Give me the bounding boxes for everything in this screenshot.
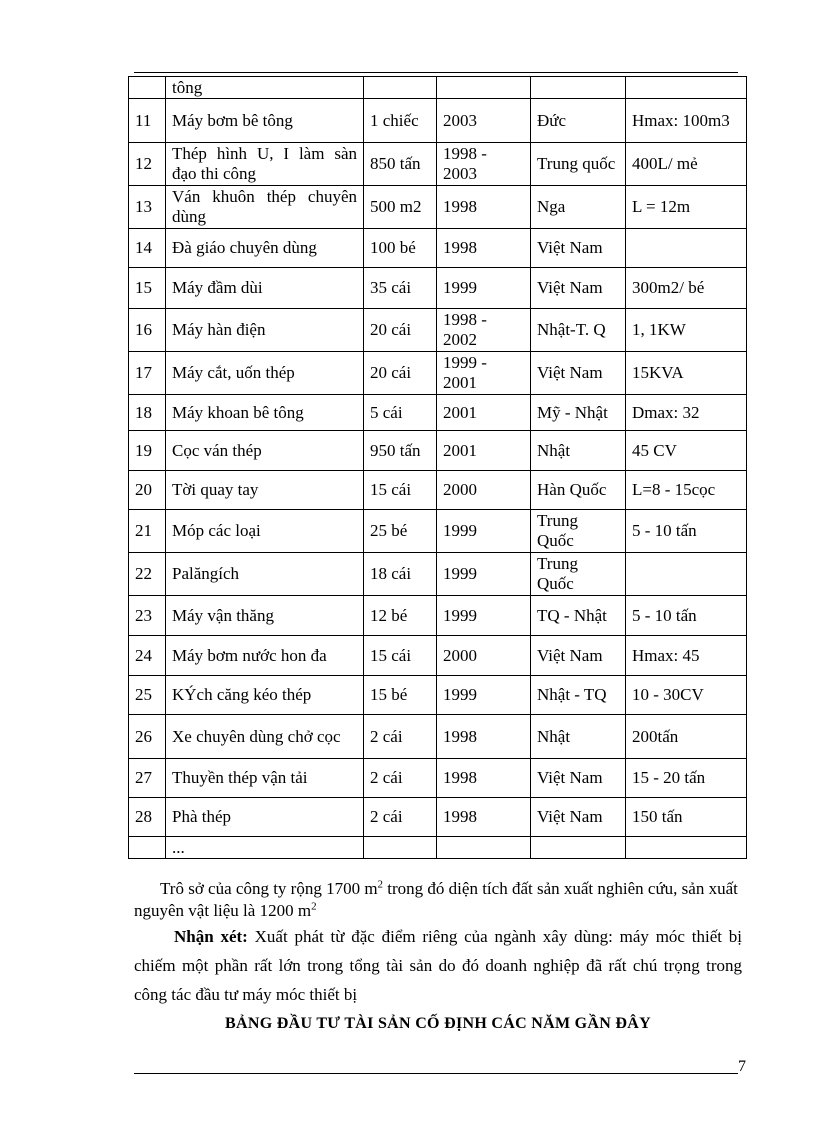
cell-year: 1998 xyxy=(437,715,531,759)
cell-no: 26 xyxy=(129,715,166,759)
cell-name: Máy vận thăng xyxy=(166,596,364,636)
cell-name: Móp các loại xyxy=(166,510,364,553)
cell-spec: L=8 - 15cọc xyxy=(626,471,747,510)
cell-origin: Việt Nam xyxy=(531,352,626,395)
cell-name: Máy đầm dùi xyxy=(166,268,364,309)
cell-no: 17 xyxy=(129,352,166,395)
cell-origin: Nga xyxy=(531,186,626,229)
table-row xyxy=(129,636,747,676)
cell-no xyxy=(129,837,166,859)
cell-origin: Nhật xyxy=(531,715,626,759)
cell-spec: 15KVA xyxy=(626,352,747,395)
cell-origin: Nhật xyxy=(531,431,626,471)
table-row xyxy=(129,99,747,143)
cell-year xyxy=(437,837,531,859)
cell-year: 1999 - 2001 xyxy=(437,352,531,395)
cell-origin: Việt Nam xyxy=(531,798,626,837)
cell-name: Thuyền thép vận tải xyxy=(166,759,364,798)
table-row xyxy=(129,309,747,352)
cell-qty: 850 tấn xyxy=(364,143,437,186)
cell-year: 2000 xyxy=(437,471,531,510)
cell-qty: 2 cái xyxy=(364,759,437,798)
cell-no: 28 xyxy=(129,798,166,837)
cell-qty: 1 chiếc xyxy=(364,99,437,143)
table-row xyxy=(129,798,747,837)
cell-name: Máy cắt, uốn thép xyxy=(166,352,364,395)
cell-spec: Hmax: 45 xyxy=(626,636,747,676)
cell-origin: Nhật-T. Q xyxy=(531,309,626,352)
cell-name: tông xyxy=(166,77,364,99)
cell-year: 1998 xyxy=(437,186,531,229)
cell-name: ... xyxy=(166,837,364,859)
cell-year: 2001 xyxy=(437,431,531,471)
cell-spec xyxy=(626,553,747,596)
cell-spec: 300m2/ bé xyxy=(626,268,747,309)
paragraph-remark xyxy=(134,922,742,1009)
cell-name: Xe chuyên dùng chở cọc xyxy=(166,715,364,759)
footer-rule xyxy=(134,1073,738,1074)
cell-qty xyxy=(364,837,437,859)
cell-spec: Dmax: 32 xyxy=(626,395,747,431)
cell-year: 1999 xyxy=(437,268,531,309)
cell-qty: 20 cái xyxy=(364,309,437,352)
table-row xyxy=(129,715,747,759)
cell-origin: Việt Nam xyxy=(531,636,626,676)
equipment-table xyxy=(128,76,747,859)
cell-year: 1999 xyxy=(437,553,531,596)
table-row xyxy=(129,77,747,99)
cell-qty: 15 cái xyxy=(364,636,437,676)
cell-year: 2000 xyxy=(437,636,531,676)
cell-no: 22 xyxy=(129,553,166,596)
cell-origin: Trung Quốc xyxy=(531,553,626,596)
cell-name: Máy khoan bê tông xyxy=(166,395,364,431)
cell-spec: 10 - 30CV xyxy=(626,676,747,715)
cell-name: Thép hình U, I làm sàn đạo thi công xyxy=(166,143,364,186)
cell-name: Đà giáo chuyên dùng xyxy=(166,229,364,268)
cell-spec: 15 - 20 tấn xyxy=(626,759,747,798)
cell-name: Máy hàn điện xyxy=(166,309,364,352)
cell-no: 16 xyxy=(129,309,166,352)
cell-spec xyxy=(626,77,747,99)
cell-origin: Việt Nam xyxy=(531,229,626,268)
cell-qty: 12 bé xyxy=(364,596,437,636)
cell-year: 2001 xyxy=(437,395,531,431)
cell-spec: 1, 1KW xyxy=(626,309,747,352)
table-row xyxy=(129,553,747,596)
cell-no: 14 xyxy=(129,229,166,268)
cell-name: Phà thép xyxy=(166,798,364,837)
cell-year xyxy=(437,77,531,99)
cell-origin: Hàn Quốc xyxy=(531,471,626,510)
table-row xyxy=(129,229,747,268)
cell-no: 12 xyxy=(129,143,166,186)
cell-no: 25 xyxy=(129,676,166,715)
cell-name: Máy bơm nước hon đa xyxy=(166,636,364,676)
table-row xyxy=(129,268,747,309)
cell-origin: Đức xyxy=(531,99,626,143)
paragraph-premises xyxy=(134,878,742,922)
paragraph-premises-text-b: trong đó diện tích đất sản xuất nghiên cứu, sản xuất nguyên vật liệu là 1200 m xyxy=(134,879,738,920)
superscript-two: 2 xyxy=(377,878,384,891)
table-row xyxy=(129,143,747,186)
cell-year: 1998 xyxy=(437,798,531,837)
cell-name: KÝch căng kéo thép xyxy=(166,676,364,715)
cell-spec xyxy=(626,229,747,268)
cell-origin: Việt Nam xyxy=(531,268,626,309)
cell-qty: 2 cái xyxy=(364,798,437,837)
cell-spec: 5 - 10 tấn xyxy=(626,510,747,553)
cell-qty: 5 cái xyxy=(364,395,437,431)
cell-origin: Trung Quốc xyxy=(531,510,626,553)
cell-origin: Việt Nam xyxy=(531,759,626,798)
cell-no: 23 xyxy=(129,596,166,636)
cell-origin xyxy=(531,837,626,859)
cell-no: 15 xyxy=(129,268,166,309)
table-row xyxy=(129,186,747,229)
cell-no: 13 xyxy=(129,186,166,229)
cell-year: 1999 xyxy=(437,596,531,636)
superscript-two: 2 xyxy=(311,900,317,913)
table-row xyxy=(129,510,747,553)
cell-year: 1999 xyxy=(437,510,531,553)
cell-name: Palăngích xyxy=(166,553,364,596)
table-row xyxy=(129,676,747,715)
cell-spec: 45 CV xyxy=(626,431,747,471)
cell-spec: 5 - 10 tấn xyxy=(626,596,747,636)
cell-origin xyxy=(531,77,626,99)
cell-no: 24 xyxy=(129,636,166,676)
page-number: 7 xyxy=(738,1058,746,1075)
cell-qty: 100 bé xyxy=(364,229,437,268)
table-row xyxy=(129,352,747,395)
table-row xyxy=(129,471,747,510)
cell-spec xyxy=(626,837,747,859)
table-row xyxy=(129,431,747,471)
cell-name: Tời quay tay xyxy=(166,471,364,510)
cell-year: 1998 - 2003 xyxy=(437,143,531,186)
table-row xyxy=(129,596,747,636)
cell-origin: TQ - Nhật xyxy=(531,596,626,636)
cell-name: Cọc ván thép xyxy=(166,431,364,471)
header-rule xyxy=(134,72,738,73)
cell-origin: Mỹ - Nhật xyxy=(531,395,626,431)
cell-no xyxy=(129,77,166,99)
cell-origin: Trung quốc xyxy=(531,143,626,186)
cell-year: 2003 xyxy=(437,99,531,143)
cell-spec: 400L/ mẻ xyxy=(626,143,747,186)
cell-qty: 15 bé xyxy=(364,676,437,715)
section-title: BẢNG ĐẦU TƯ TÀI SẢN CỐ ĐỊNH CÁC NĂM GẦN ĐÂY xyxy=(225,1015,651,1032)
table-row xyxy=(129,759,747,798)
remark-label: Nhận xét: xyxy=(174,927,248,946)
cell-spec: L = 12m xyxy=(626,186,747,229)
cell-qty: 35 cái xyxy=(364,268,437,309)
table-row xyxy=(129,837,747,859)
cell-name: Máy bơm bê tông xyxy=(166,99,364,143)
cell-no: 11 xyxy=(129,99,166,143)
cell-no: 20 xyxy=(129,471,166,510)
cell-qty: 2 cái xyxy=(364,715,437,759)
cell-qty: 18 cái xyxy=(364,553,437,596)
cell-qty xyxy=(364,77,437,99)
remark-text: Xuất phát từ đặc điểm riêng của ngành xây dùng: máy móc thiết bị chiếm một phần rất lớn trong tổng tài sản do đó doanh nghiệp đã rất chú trọng trong công tác đầu tư máy móc thiết bị xyxy=(134,927,742,1004)
cell-qty: 25 bé xyxy=(364,510,437,553)
cell-no: 19 xyxy=(129,431,166,471)
cell-year: 1998 xyxy=(437,229,531,268)
cell-name: Ván khuôn thép chuyên dùng xyxy=(166,186,364,229)
cell-origin: Nhật - TQ xyxy=(531,676,626,715)
cell-qty: 500 m2 xyxy=(364,186,437,229)
cell-qty: 20 cái xyxy=(364,352,437,395)
table-row xyxy=(129,395,747,431)
cell-spec: 150 tấn xyxy=(626,798,747,837)
cell-spec: 200tấn xyxy=(626,715,747,759)
cell-spec: Hmax: 100m3 xyxy=(626,99,747,143)
cell-no: 21 xyxy=(129,510,166,553)
cell-year: 1998 - 2002 xyxy=(437,309,531,352)
cell-qty: 15 cái xyxy=(364,471,437,510)
cell-qty: 950 tấn xyxy=(364,431,437,471)
cell-no: 18 xyxy=(129,395,166,431)
cell-no: 27 xyxy=(129,759,166,798)
paragraph-premises-text-a: Trô sở của công ty rộng 1700 m xyxy=(160,879,378,898)
cell-year: 1999 xyxy=(437,676,531,715)
cell-year: 1998 xyxy=(437,759,531,798)
